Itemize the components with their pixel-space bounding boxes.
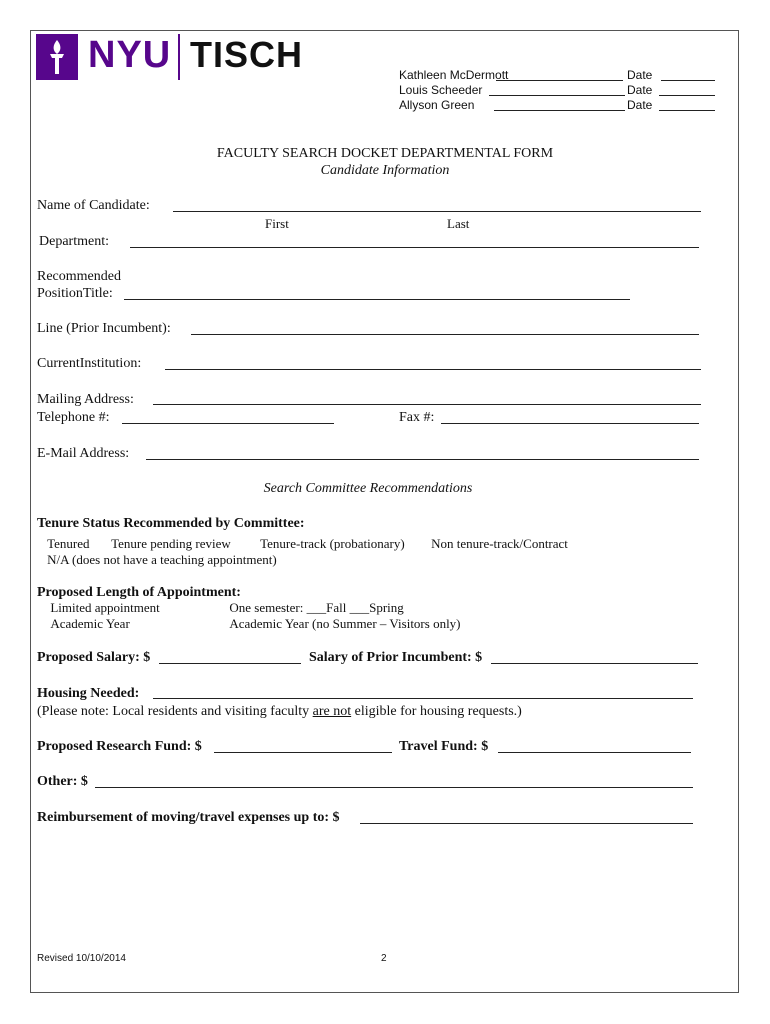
prior-incumbent-salary-field[interactable] <box>491 663 698 664</box>
name-of-candidate-field[interactable] <box>173 211 701 212</box>
proposed-salary-field[interactable] <box>159 663 301 664</box>
name-of-candidate-label: Name of Candidate: <box>37 198 150 213</box>
tenure-status-heading: Tenure Status Recommended by Committee: <box>37 516 305 531</box>
mailing-address-field[interactable] <box>153 404 701 405</box>
prior-incumbent-salary-label: Salary of Prior Incumbent: $ <box>309 650 483 665</box>
approver-date-label-2: Date <box>627 83 653 97</box>
fax-field[interactable] <box>441 423 699 424</box>
length-option-one-semester[interactable]: One semester: ___Fall ___Spring <box>216 600 391 615</box>
first-name-caption: First <box>265 216 289 231</box>
position-title-label: PositionTitle: <box>37 286 113 301</box>
department-label: Department: <box>39 234 109 249</box>
housing-needed-label: Housing Needed: <box>37 686 140 701</box>
email-address-label: E-Mail Address: <box>37 446 130 461</box>
page-number: 2 <box>381 953 387 964</box>
approver-name-3: Allyson Green <box>399 98 475 112</box>
email-address-field[interactable] <box>146 459 699 460</box>
approver-date-line-2[interactable] <box>659 95 715 96</box>
length-option-academic-year-visitors[interactable]: Academic Year (no Summer – Visitors only) <box>216 616 448 631</box>
reimbursement-field[interactable] <box>360 823 693 824</box>
housing-note-pre: (Please note: Local residents and visiting faculty <box>37 704 313 719</box>
approver-signature-line-2[interactable] <box>489 95 625 96</box>
approver-name-1: Kathleen McDermott <box>399 68 509 82</box>
approver-signature-line-3[interactable] <box>494 110 625 111</box>
recommended-label: Recommended <box>37 269 121 284</box>
tenure-option-tenure-track[interactable]: Tenure-track (probationary) <box>250 536 395 551</box>
housing-needed-field[interactable] <box>153 698 693 699</box>
position-title-field[interactable] <box>124 299 630 300</box>
telephone-field[interactable] <box>122 423 334 424</box>
approver-name-2: Louis Scheeder <box>399 83 483 97</box>
length-option-limited[interactable]: Limited appointment <box>37 600 147 615</box>
housing-note <box>37 704 522 720</box>
proposed-salary-label: Proposed Salary: $ <box>37 650 151 665</box>
approver-date-line-1[interactable] <box>661 80 715 81</box>
nyu-logo-text: NYU <box>88 34 172 76</box>
travel-fund-field[interactable] <box>498 752 691 753</box>
logo-divider <box>178 34 180 80</box>
line-prior-incumbent-field[interactable] <box>191 334 699 335</box>
other-field[interactable] <box>95 787 693 788</box>
telephone-label: Telephone #: <box>37 410 110 425</box>
form-title: FACULTY SEARCH DOCKET DEPARTMENTAL FORM <box>216 146 554 161</box>
torch-icon <box>36 34 78 80</box>
approver-date-line-3[interactable] <box>659 110 715 111</box>
travel-fund-label: Travel Fund: $ <box>399 739 489 754</box>
tenure-option-na[interactable]: N/A (does not have a teaching appointment) <box>37 552 267 567</box>
approver-date-label-1: Date <box>627 68 653 82</box>
housing-note-underlined: are not <box>312 704 352 719</box>
committee-heading: Search Committee Recommendations <box>263 481 473 496</box>
tenure-option-non-tenure-track[interactable]: Non tenure-track/Contract <box>421 536 558 551</box>
tenure-option-pending-review[interactable]: Tenure pending review <box>101 536 221 551</box>
fax-label: Fax #: <box>399 410 435 425</box>
housing-note-post: eligible for housing requests.) <box>351 704 522 719</box>
department-field[interactable] <box>130 247 699 248</box>
nyu-torch-logo <box>36 34 78 80</box>
length-option-academic-year[interactable]: Academic Year <box>37 616 117 631</box>
tenure-option-tenured[interactable]: Tenured <box>37 536 80 551</box>
current-institution-label: CurrentInstitution: <box>37 356 142 371</box>
current-institution-field[interactable] <box>165 369 701 370</box>
form-subtitle: Candidate Information <box>320 163 450 178</box>
research-fund-field[interactable] <box>214 752 392 753</box>
approver-date-label-3: Date <box>627 98 653 112</box>
last-name-caption: Last <box>447 216 470 231</box>
approver-signature-line-1[interactable] <box>496 80 623 81</box>
research-fund-label: Proposed Research Fund: $ <box>37 739 202 754</box>
mailing-address-label: Mailing Address: <box>37 392 134 407</box>
length-of-appointment-heading: Proposed Length of Appointment: <box>37 585 241 600</box>
reimbursement-label: Reimbursement of moving/travel expenses up to: $ <box>37 810 340 825</box>
other-label: Other: $ <box>37 774 88 789</box>
revised-date: Revised 10/10/2014 <box>37 953 126 964</box>
line-prior-incumbent-label: Line (Prior Incumbent): <box>37 321 171 336</box>
tisch-logo-text: TISCH <box>190 34 303 75</box>
